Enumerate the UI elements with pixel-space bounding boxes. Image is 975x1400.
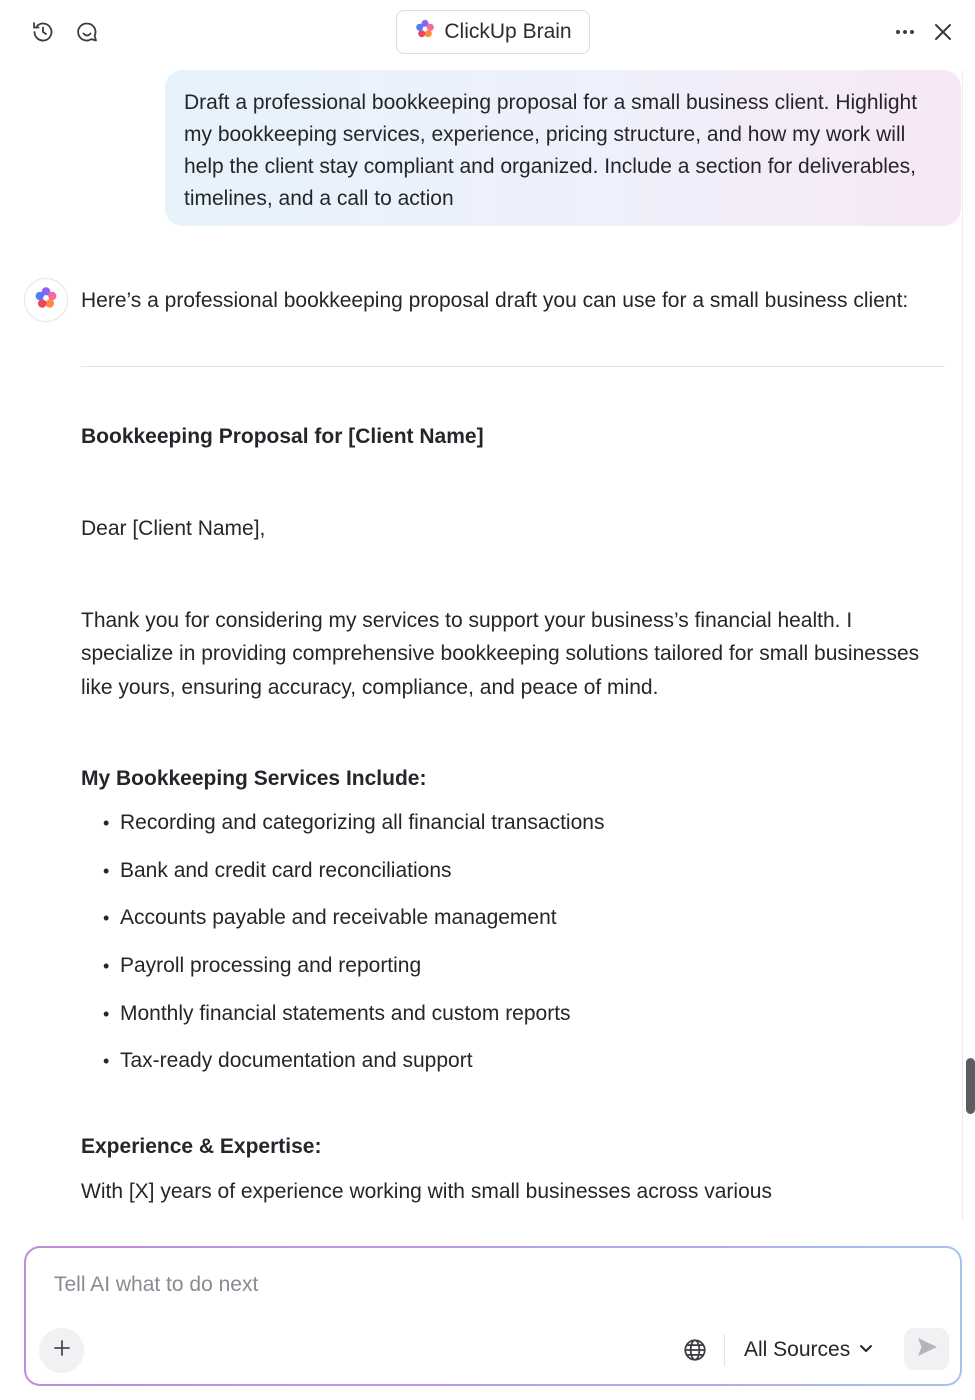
list-item: • Accounts payable and receivable management	[81, 904, 945, 952]
proposal-document	[81, 420, 945, 1209]
composer-inner	[26, 1248, 960, 1384]
header	[0, 0, 975, 64]
services-list	[81, 809, 945, 1095]
close-icon[interactable]	[925, 14, 961, 50]
experience-heading: Experience & Expertise:	[81, 1135, 322, 1159]
list-item: • Monthly financial statements and custom reports	[81, 1000, 945, 1048]
scrollbar-track	[962, 70, 963, 1220]
proposal-intro-paragraph: Thank you for considering my services to support your business’s financial health. I specialize in providing comprehensive bookkeeping solutions tailored for small businesses like yours, ensuring accuracy, compliance, and peace of mind.	[81, 608, 920, 699]
sources-label: All Sources	[744, 1338, 851, 1361]
scrollbar-thumb[interactable]	[966, 1058, 975, 1114]
prompt-input[interactable]	[54, 1268, 914, 1302]
list-item: • Bank and credit card reconciliations	[81, 857, 945, 905]
list-item: • Recording and categorizing all financial transactions	[81, 809, 945, 857]
divider	[81, 366, 945, 367]
history-icon[interactable]	[25, 14, 61, 50]
assistant-intro: Here’s a professional bookkeeping proposal draft you can use for a small business client:	[81, 289, 909, 312]
list-item: • Payroll processing and reporting	[81, 952, 945, 1000]
services-heading: My Bookkeeping Services Include:	[81, 767, 427, 790]
new-chat-icon[interactable]	[69, 14, 105, 50]
experience-text: With [X] years of experience working with small businesses across various	[81, 1180, 772, 1204]
title-pill[interactable]	[396, 10, 590, 54]
panel-title: ClickUp Brain	[444, 20, 572, 43]
proposal-title: Bookkeeping Proposal for [Client Name]	[81, 425, 484, 448]
sources-dropdown[interactable]	[744, 1334, 874, 1366]
plus-icon	[52, 1338, 72, 1363]
clickup-brain-avatar-icon	[33, 285, 59, 316]
add-attachment-button[interactable]	[39, 1328, 84, 1373]
separator	[724, 1334, 725, 1366]
composer	[24, 1246, 962, 1386]
assistant-message	[81, 284, 945, 317]
user-message-text: Draft a professional bookkeeping proposal for a small business client. Highlight my bookkeeping services, experience, pricing structure, and how my work will help the client stay compliant and organized. Include a section for deliverables, timelines, and a call to action	[184, 91, 918, 210]
chevron-down-icon	[858, 1338, 874, 1362]
clickup-brain-logo-icon	[414, 18, 436, 46]
list-item: • Tax-ready documentation and support	[81, 1047, 945, 1095]
send-button[interactable]	[904, 1328, 949, 1370]
globe-icon[interactable]	[682, 1337, 710, 1365]
more-icon[interactable]	[887, 14, 923, 50]
assistant-avatar	[24, 278, 68, 322]
user-message-bubble	[165, 70, 961, 226]
send-icon	[915, 1335, 939, 1364]
proposal-greeting: Dear [Client Name],	[81, 517, 266, 540]
